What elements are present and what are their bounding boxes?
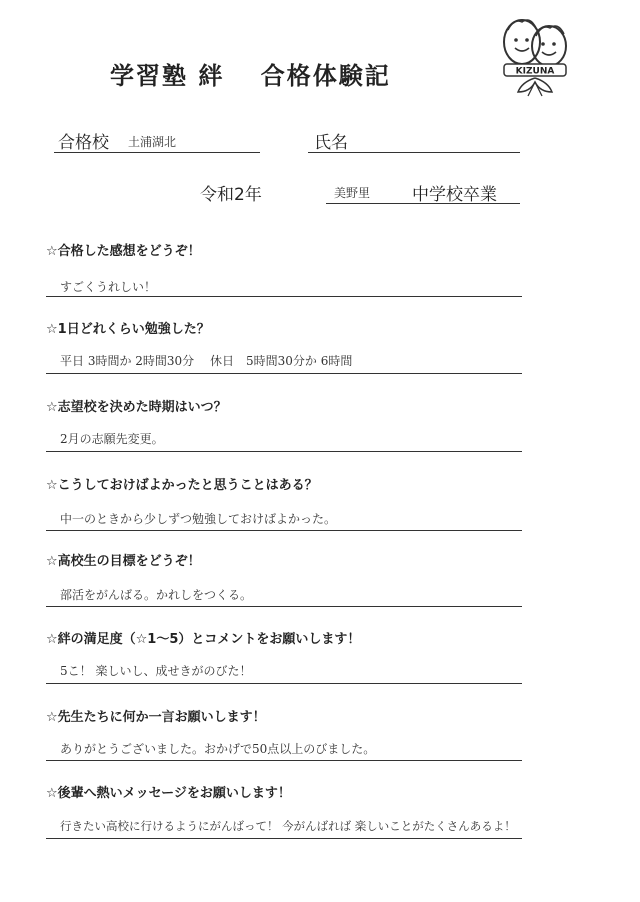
kizuna-logo xyxy=(494,12,576,98)
answer-2: 平日 3時間か 2時間30分 休日 5時間30分か 6時間 xyxy=(60,354,353,368)
answer-line-4 xyxy=(46,530,522,531)
question-4: ☆こうしておけばよかったと思うことはある？ xyxy=(46,478,318,493)
question-2: ☆1日どれくらい勉強した？ xyxy=(46,322,210,337)
answer-4: 中一のときから少しずつ勉強しておけばよかった。 xyxy=(60,512,337,526)
question-6: ☆絆の満足度（☆1〜5）とコメントをお願いします！ xyxy=(46,632,361,647)
answer-line-3 xyxy=(46,451,522,452)
graduation-label: 中学校卒業 xyxy=(412,185,497,205)
answer-line-5 xyxy=(46,606,522,607)
answer-7: ありがとうございました。おかげで50点以上のびました。 xyxy=(60,742,376,756)
logo-text: KIZUNA xyxy=(515,66,555,77)
answer-8: 行きたい高校に行けるようにがんばって！ 今がんばれば 楽しいことがたくさんあるよ！ xyxy=(60,819,516,833)
question-3: ☆志望校を決めた時期はいつ？ xyxy=(46,400,227,415)
answer-line-2 xyxy=(46,373,522,374)
jr-high-name: 美野里 xyxy=(334,186,371,200)
answer-3: 2月の志願先変更。 xyxy=(60,432,164,446)
answer-line-7 xyxy=(46,760,522,761)
answer-line-1 xyxy=(46,296,522,297)
era-label: 令和2年 xyxy=(200,185,262,205)
answer-1: すごくうれしい！ xyxy=(60,280,157,294)
name-underline xyxy=(308,152,520,153)
page-title: 学習塾 絆 合格体験記 xyxy=(110,62,391,90)
name-label: 氏名 xyxy=(314,133,348,153)
school-value: 土浦湖北 xyxy=(128,135,177,149)
school-underline xyxy=(54,152,260,153)
answer-line-6 xyxy=(46,683,522,684)
school-label: 合格校 xyxy=(58,133,109,153)
question-5: ☆高校生の目標をどうぞ！ xyxy=(46,554,201,569)
answer-6: 5こ！ 楽しいし、成せきがのびた！ xyxy=(60,664,252,678)
question-1: ☆合格した感想をどうぞ！ xyxy=(46,244,201,259)
question-8: ☆後輩へ熱いメッセージをお願いします！ xyxy=(46,786,291,801)
answer-5: 部活をがんばる。かれしをつくる。 xyxy=(60,588,253,602)
answer-line-8 xyxy=(46,838,522,839)
question-7: ☆先生たちに何か一言お願いします！ xyxy=(46,710,266,725)
graduation-underline xyxy=(326,203,520,204)
